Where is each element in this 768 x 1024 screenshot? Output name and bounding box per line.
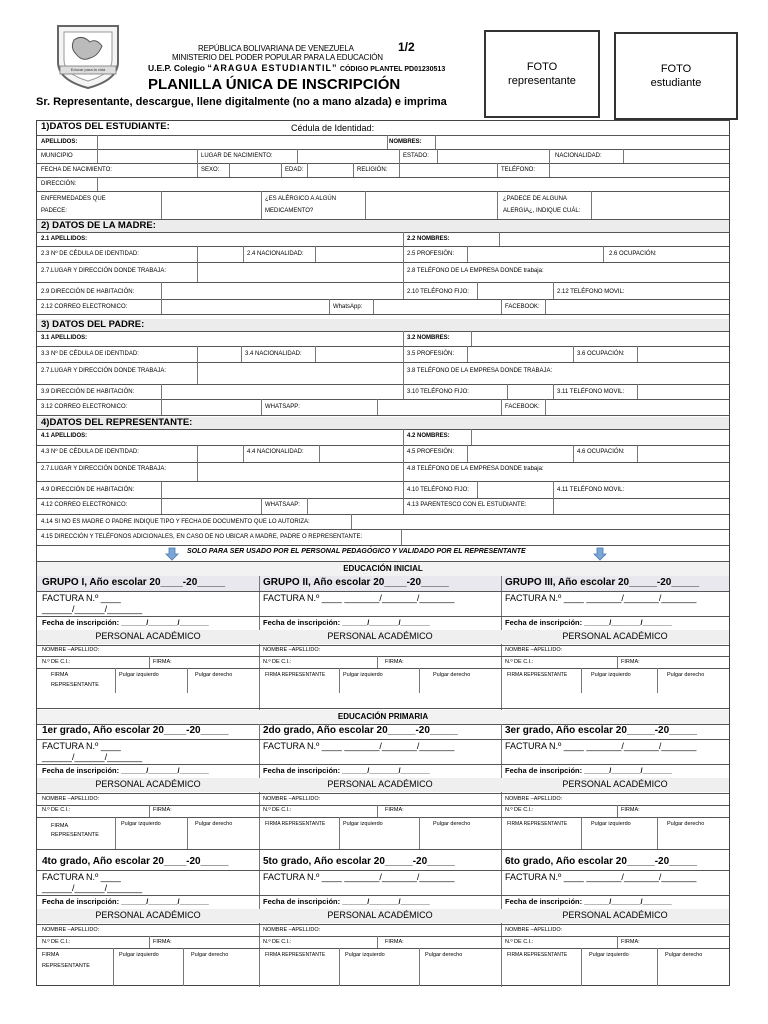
personal-academico-label: PERSONAL ACADÉMICO <box>562 910 668 920</box>
grupo-2-title: GRUPO II, Año escolar 20____-20_____ <box>263 577 449 588</box>
personal-academico-label: PERSONAL ACADÉMICO <box>562 631 668 641</box>
personal-academico-label: PERSONAL ACADÉMICO <box>327 631 433 641</box>
pulgar-izquierdo: Pulgar izquierdo <box>121 821 161 827</box>
label-nacionalidad: NACIONALIDAD: <box>555 153 602 159</box>
photo-sublabel: estudiante <box>650 77 702 89</box>
label-padre-lugar-trabajo: 2.7.LUGAR Y DIRECCIÓN DONDE TRABAJA: <box>41 368 167 374</box>
fecha-inscripcion[interactable]: Fecha de inscripción: ______/_______/_______ <box>505 618 672 627</box>
label-rep-profesion: 4.5 PROFESIÓN: <box>407 449 455 455</box>
grupo-1-title: GRUPO I, Año escolar 20____-20_____ <box>42 577 226 588</box>
nombre-apellido: NOMBRE –APELLIDO: <box>505 647 563 653</box>
nombre-apellido: NOMBRE –APELLIDO: <box>505 927 563 933</box>
label-municipio: MUNICIPIO <box>41 153 73 159</box>
firma-label: FIRMA: <box>153 807 172 813</box>
school-logo-shield <box>52 22 124 90</box>
photo-box-representante[interactable] <box>484 30 600 118</box>
label-alergico: ¿ES ALÉRGICO A ALGÚN <box>265 196 337 202</box>
firma-rep-2: REPRESENTANTE <box>51 682 99 688</box>
pulgar-derecho: Pulgar derecho <box>667 821 705 827</box>
school-name: “ARAGUA ESTUDIANTIL” <box>207 63 338 73</box>
factura-field[interactable]: FACTURA N.º ____ _______/_______/_______ <box>263 593 455 603</box>
label-rep-ocupacion: 4.6 OCUPACIÓN: <box>577 449 625 455</box>
pulgar-izquierdo: Pulgar izquierdo <box>345 952 385 958</box>
grado-2-title: 2do grado, Año escolar 20_____-20_____ <box>263 725 458 736</box>
nombre-apellido: NOMBRE –APELLIDO: <box>263 647 321 653</box>
label-enfermedades-2: PADECE: <box>41 208 67 214</box>
pulgar-izquierdo: Pulgar izquierdo <box>591 672 631 678</box>
ci-label: N.º DE C.I.: <box>42 807 71 813</box>
label-rep-tel-fijo: 4.10 TELÉFONO FIJO: <box>407 487 469 493</box>
label-direccion: DIRECCIÓN: <box>41 181 77 187</box>
label-padece: ¿PADECE DE ALGUNA <box>503 196 567 202</box>
firma-rep-inline: FIRMA REPRESENTANTE <box>265 821 326 827</box>
label-madre-nombres: 2.2 NOMBRES: <box>407 236 450 242</box>
firma-label: FIRMA: <box>153 659 172 665</box>
logo-motto: Educar para la vida <box>70 67 106 72</box>
firma-label: FIRMA: <box>385 659 404 665</box>
personal-academico-label: PERSONAL ACADÉMICO <box>327 779 433 789</box>
ci-label: N.º DE C.I.: <box>505 807 534 813</box>
ci-label: N.º DE C.I.: <box>505 939 534 945</box>
fecha-inscripcion[interactable]: Fecha de inscripción: ______/_______/_______ <box>42 897 209 906</box>
label-padre-dir-hab: 3.9 DIRECCIÓN DE HABITACIÓN: <box>41 389 135 395</box>
fecha-inscripcion[interactable]: Fecha de inscripción: ______/_______/_______ <box>42 618 209 627</box>
fecha-inscripcion[interactable]: Fecha de inscripción: ______/_______/_______ <box>505 897 672 906</box>
label-rep-nombres: 4.2 NOMBRES: <box>407 433 450 439</box>
label-rep-correo: 4.12 CORREO ELECTRONICO: <box>41 502 128 508</box>
ci-label: N.º DE C.I.: <box>42 659 71 665</box>
pulgar-derecho: Pulgar derecho <box>195 821 233 827</box>
fecha-inscripcion[interactable]: Fecha de inscripción: ______/_______/_______ <box>263 766 430 775</box>
page-number: 1/2 <box>398 40 415 54</box>
factura-field[interactable]: FACTURA N.º ____ <box>42 872 121 882</box>
pulgar-derecho: Pulgar derecho <box>665 952 703 958</box>
photo-box-estudiante[interactable] <box>614 32 738 120</box>
personal-academico-label: PERSONAL ACADÉMICO <box>95 631 201 641</box>
factura-field[interactable]: FACTURA N.º ____ _______/_______/_______ <box>505 741 697 751</box>
factura-field[interactable]: FACTURA N.º ____ _______/_______/_______ <box>263 872 455 882</box>
label-nombres: NOMBRES: <box>389 139 422 145</box>
label-rep-nacionalidad: 4.4 NACIONALIDAD: <box>247 449 304 455</box>
label-rep-tel-movil: 4.11 TELÉFONO MOVIL: <box>557 487 625 493</box>
ci-label: N.º DE C.I.: <box>505 659 534 665</box>
label-cedula-estudiante: Cédula de Identidad: <box>291 123 375 133</box>
pulgar-izquierdo: Pulgar izquierdo <box>589 952 629 958</box>
label-madre-profesion: 2.5 PROFESIÓN: <box>407 251 455 257</box>
section-title-madre: 2) DATOS DE LA MADRE: <box>37 220 729 232</box>
firma-label: FIRMA: <box>385 807 404 813</box>
label-rep-cedula: 4.3 Nº DE CÉDULA DE IDENTIDAD: <box>41 449 139 455</box>
label-madre-facebook: FACEBOOK: <box>505 304 540 310</box>
firma-rep-2: REPRESENTANTE <box>42 963 90 969</box>
firma-rep: FIRMA <box>42 952 60 958</box>
grado-1-title: 1er grado, Año escolar 20____-20_____ <box>42 725 229 736</box>
grado-6-title: 6to grado, Año escolar 20_____-20_____ <box>505 856 697 867</box>
uso-personal-notice: SOLO PARA SER USADO POR EL PERSONAL PEDAGÓGICO Y VALIDADO POR EL REPRESENTANTE <box>187 548 526 555</box>
firma-label: FIRMA: <box>621 939 640 945</box>
firma-rep-inline: FIRMA REPRESENTANTE <box>265 672 326 678</box>
label-madre-dir-hab: 2.9 DIRECCIÓN DE HABITACIÓN: <box>41 289 135 295</box>
label-padece-2: ALERGIA¿, INDIQUE CUÁL: <box>503 208 581 214</box>
section-title-representante: 4)DATOS DEL REPRESENTANTE: <box>37 417 729 429</box>
label-rep-parentesco: 4.13 PARENTESCO CON EL ESTUDIANTE: <box>407 502 527 508</box>
label-rep-dir-adicional: 4.15 DIRECCIÓN Y TELÉFONOS ADICIONALES, EN CASO DE NO UBICAR A MADRE, PADRE O REPRESENTANTE: <box>41 534 363 540</box>
pulgar-izquierdo: Pulgar izquierdo <box>119 672 159 678</box>
factura-field[interactable]: FACTURA N.º ____ _______/_______/_______ <box>263 741 455 751</box>
label-rep-dir-hab: 4.9 DIRECCIÓN DE HABITACIÓN: <box>41 487 135 493</box>
grado-4-title: 4to grado, Año escolar 20____-20_____ <box>42 856 229 867</box>
pulgar-derecho: Pulgar derecho <box>425 952 463 958</box>
fecha-inscripcion[interactable]: Fecha de inscripción: ______/_______/_______ <box>263 897 430 906</box>
firma-label: FIRMA: <box>385 939 404 945</box>
nombre-apellido: NOMBRE –APELLIDO: <box>42 647 100 653</box>
firma-label: FIRMA: <box>621 807 640 813</box>
header-ministry: MINISTERIO DEL PODER POPULAR PARA LA EDUCACIÓN <box>172 53 383 62</box>
label-edad: EDAD: <box>285 167 304 173</box>
firma-rep-inline: FIRMA REPRESENTANTE <box>507 672 568 678</box>
label-rep-lugar-trabajo: 2.7.LUGAR Y DIRECCIÓN DONDE TRABAJA: <box>41 466 167 472</box>
label-madre-whatsapp: WhatsApp: <box>333 304 363 310</box>
nombre-apellido: NOMBRE –APELLIDO: <box>42 796 100 802</box>
nombre-apellido: NOMBRE –APELLIDO: <box>263 796 321 802</box>
pulgar-izquierdo: Pulgar izquierdo <box>343 672 383 678</box>
nombre-apellido: NOMBRE –APELLIDO: <box>42 927 100 933</box>
photo-label: FOTO <box>526 61 558 73</box>
fecha-inscripcion[interactable]: Fecha de inscripción: ______/_______/_______ <box>42 766 209 775</box>
pulgar-izquierdo: Pulgar izquierdo <box>591 821 631 827</box>
grado-5-title: 5to grado, Año escolar 20_____-20_____ <box>263 856 455 867</box>
school-prefix: U.E.P. Colegio <box>148 63 205 73</box>
factura-field[interactable]: FACTURA N.º ____ <box>42 741 121 751</box>
firma-rep-inline: FIRMA REPRESENTANTE <box>507 952 568 958</box>
photo-label: FOTO <box>660 63 692 75</box>
factura-field[interactable]: FACTURA N.º ____ <box>42 593 121 603</box>
section-title-estudiante: 1)DATOS DEL ESTUDIANTE: <box>37 121 729 133</box>
header-republic: REPÚBLICA BOLIVARIANA DE VENEZUELA <box>198 44 354 53</box>
label-madre-cedula: 2.3 Nº DE CÉDULA DE IDENTIDAD: <box>41 251 139 257</box>
pulgar-derecho: Pulgar derecho <box>433 821 471 827</box>
label-padre-nacionalidad: 3.4 NACIONALIDAD: <box>245 351 302 357</box>
label-padre-ocupacion: 3.6 OCUPACIÓN: <box>577 351 625 357</box>
section-title-padre: 3) DATOS DEL PADRE: <box>37 319 729 331</box>
label-padre-tel-empresa: 3.8 TELÉFONO DE LA EMPRESA DONDE TRABAJA: <box>407 368 553 374</box>
page-subtitle: Sr. Representante, descargue, llene digitalmente (no a mano alzada) e imprima <box>36 96 447 108</box>
band-educacion-inicial: EDUCACIÓN INICIAL <box>37 562 729 576</box>
label-madre-tel-movil: 2.12 TELÉFONO MOVIL: <box>557 289 625 295</box>
arrow-down-icon <box>165 547 179 561</box>
label-madre-nacionalidad: 2.4 NACIONALIDAD: <box>247 251 304 257</box>
fecha-inscripcion[interactable]: Fecha de inscripción: ______/_______/_______ <box>505 766 672 775</box>
label-enfermedades: ENFERMEDADES QUE <box>41 196 106 202</box>
label-rep-whatsapp: WHATSAAP: <box>265 502 300 508</box>
ci-label: N.º DE C.I.: <box>263 939 292 945</box>
school-line <box>148 63 445 73</box>
firma-rep: FIRMA <box>51 823 69 829</box>
pulgar-derecho: Pulgar derecho <box>433 672 471 678</box>
personal-academico-label: PERSONAL ACADÉMICO <box>95 779 201 789</box>
label-alergico-2: MEDICAMENTO? <box>265 208 314 214</box>
label-estado: ESTADO: <box>403 153 429 159</box>
school-code: CÓDIGO PLANTEL PD01230513 <box>339 66 446 73</box>
label-padre-profesion: 3.5 PROFESIÓN: <box>407 351 455 357</box>
firma-rep-inline: FIRMA REPRESENTANTE <box>507 821 568 827</box>
pulgar-izquierdo: Pulgar izquierdo <box>119 952 159 958</box>
factura-field-date[interactable]: ______/______/_______ <box>42 752 143 762</box>
pulgar-izquierdo: Pulgar izquierdo <box>343 821 383 827</box>
firma-rep: FIRMA <box>51 672 69 678</box>
label-fecha-nacimiento: FECHA DE NACIMIENTO: <box>41 167 112 173</box>
label-padre-whatsapp: WHATSAPP: <box>265 404 300 410</box>
label-madre-apellidos: 2.1 APELLIDOS: <box>41 236 88 242</box>
ci-label: N.º DE C.I.: <box>263 659 292 665</box>
grado-3-title: 3er grado, Año escolar 20_____-20_____ <box>505 725 697 736</box>
fecha-inscripcion[interactable]: Fecha de inscripción: ______/_______/_______ <box>263 618 430 627</box>
label-telefono: TELÉFONO: <box>501 167 536 173</box>
firma-label: FIRMA: <box>621 659 640 665</box>
label-rep-apellidos: 4.1 APELLIDOS: <box>41 433 88 439</box>
personal-academico-label: PERSONAL ACADÉMICO <box>327 910 433 920</box>
label-madre-correo: 2.12 CORREO ELECTRONICO: <box>41 304 128 310</box>
firma-label: FIRMA: <box>153 939 172 945</box>
label-padre-nombres: 3.2 NOMBRES: <box>407 335 450 341</box>
page-title: PLANILLA ÚNICA DE INSCRIPCIÓN <box>148 76 401 93</box>
registration-form <box>36 120 730 986</box>
label-padre-facebook: FACEBOOK: <box>505 404 540 410</box>
label-religion: RELIGIÓN: <box>357 167 388 173</box>
personal-academico-label: PERSONAL ACADÉMICO <box>95 910 201 920</box>
label-padre-apellidos: 3.1 APELLIDOS: <box>41 335 88 341</box>
photo-sublabel: representante <box>508 75 576 87</box>
label-rep-no-madre: 4.14 SI NO ES MADRE O PADRE INDIQUE TIPO Y FECHA DE DOCUMENTO QUE LO AUTORIZA: <box>41 519 310 525</box>
factura-field-date[interactable]: ______/______/_______ <box>42 604 143 614</box>
band-educacion-primaria: EDUCACIÓN PRIMARIA <box>37 710 729 724</box>
pulgar-derecho: Pulgar derecho <box>191 952 229 958</box>
label-padre-tel-fijo: 3.10 TELÉFONO FIJO: <box>407 389 469 395</box>
label-madre-ocupacion: 2.6 OCUPACIÓN: <box>609 251 657 257</box>
label-rep-tel-empresa: 4.8 TELÉFONO DE LA EMPRESA DONDE trabaja: <box>407 466 544 472</box>
factura-field-date[interactable]: ______/______/_______ <box>42 883 143 893</box>
firma-rep-inline: FIRMA REPRESENTANTE <box>265 952 326 958</box>
label-apellidos: APELLIDOS: <box>41 139 78 145</box>
label-madre-tel-empresa: 2.8 TELÉFONO DE LA EMPRESA DONDE trabaja: <box>407 268 544 274</box>
label-lugar-nacimiento: LUGAR DE NACIMIENTO: <box>201 153 273 159</box>
grupo-3-title: GRUPO III, Año escolar 20_____-20_____ <box>505 577 700 588</box>
nombre-apellido: NOMBRE –APELLIDO: <box>263 927 321 933</box>
pulgar-derecho: Pulgar derecho <box>667 672 705 678</box>
label-padre-cedula: 3.3 Nº DE CÉDULA DE IDENTIDAD: <box>41 351 139 357</box>
personal-academico-label: PERSONAL ACADÉMICO <box>562 779 668 789</box>
label-padre-tel-movil: 3.11 TELÉFONO MOVIL: <box>557 389 625 395</box>
label-madre-tel-fijo: 2.10 TELÉFONO FIJO: <box>407 289 469 295</box>
ci-label: N.º DE C.I.: <box>42 939 71 945</box>
label-madre-lugar-trabajo: 2.7.LUGAR Y DIRECCIÓN DONDE TRABAJA: <box>41 268 167 274</box>
pulgar-derecho: Pulgar derecho <box>195 672 233 678</box>
label-padre-correo: 3.12 CORREO ELECTRONICO: <box>41 404 128 410</box>
factura-field[interactable]: FACTURA N.º ____ _______/_______/_______ <box>505 593 697 603</box>
arrow-down-icon <box>593 547 607 561</box>
firma-rep-2: REPRESENTANTE <box>51 832 99 838</box>
label-sexo: SEXO: <box>201 167 220 173</box>
nombre-apellido: NOMBRE –APELLIDO: <box>505 796 563 802</box>
factura-field[interactable]: FACTURA N.º ____ _______/_______/_______ <box>505 872 697 882</box>
ci-label: N.º DE C.I.: <box>263 807 292 813</box>
